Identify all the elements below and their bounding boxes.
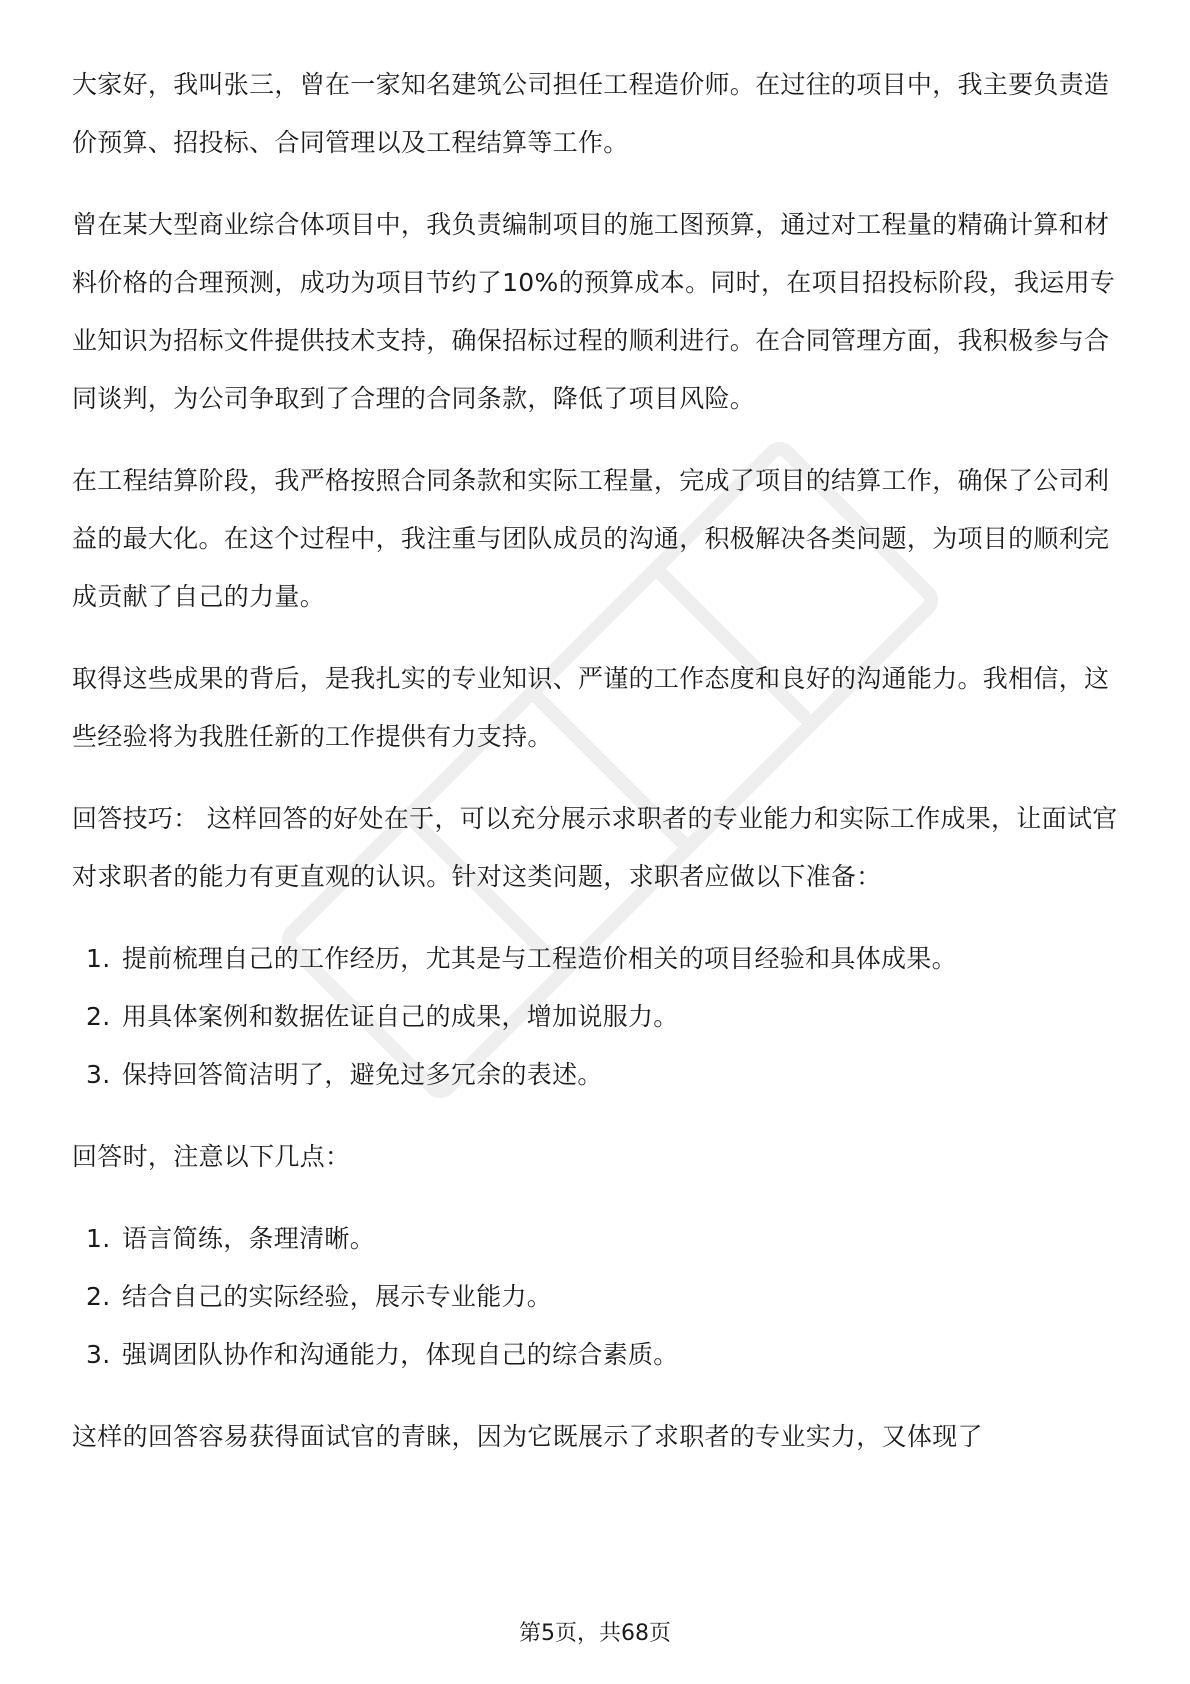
intro-paragraph: 大家好，我叫张三，曾在一家知名建筑公司担任工程造价师。在过往的项目中，我主要负责造价预算、招投标、合同管理以及工程结算等工作。 <box>72 70 1110 157</box>
list-item: 2. 用具体案例和数据佐证自己的成果，增加说服力。 <box>86 1002 679 1031</box>
list-item: 1. 提前梳理自己的工作经历，尤其是与工程造价相关的项目经验和具体成果。 <box>86 944 957 973</box>
list-item: 3. 保持回答简洁明了，避免过多冗余的表述。 <box>86 1060 603 1089</box>
list-item: 3. 强调团队协作和沟通能力，体现自己的综合素质。 <box>86 1340 679 1369</box>
closing-paragraph: 这样的回答容易获得面试官的青睐，因为它既展示了求职者的专业实力，又体现了 <box>72 1422 983 1451</box>
list-item: 1. 语言简练，条理清晰。 <box>86 1224 376 1253</box>
list-item: 2. 结合自己的实际经验，展示专业能力。 <box>86 1282 553 1311</box>
tips-paragraph: 回答技巧： 这样回答的好处在于，可以充分展示求职者的专业能力和实际工作成果，让面试官对求职者的能力有更直观的认识。针对这类问题，求职者应做以下准备： <box>72 804 1118 891</box>
notes-list <box>72 1210 1118 1384</box>
summary-paragraph: 取得这些成果的背后，是我扎实的专业知识、严谨的工作态度和良好的沟通能力。我相信，这些经验将为我胜任新的工作提供有力支持。 <box>72 664 1110 751</box>
project-paragraph: 曾在某大型商业综合体项目中，我负责编制项目的施工图预算，通过对工程量的精确计算和材料价格的合理预测，成功为项目节约了10%的预算成本。同时，在项目招投标阶段，我运用专业知识为招标文件提供技术支持，确保招标过程的顺利进行。在合同管理方面，我积极参与合同谈判，为公司争取到了合理的合同条款，降低了项目风险。 <box>72 210 1116 413</box>
page-number: 第5页，共68页 <box>519 1621 671 1646</box>
document-body <box>72 56 1118 1490</box>
notes-heading-paragraph: 回答时，注意以下几点： <box>72 1142 351 1171</box>
preparation-list <box>72 930 1118 1104</box>
settlement-paragraph: 在工程结算阶段，我严格按照合同条款和实际工程量，完成了项目的结算工作，确保了公司利益的最大化。在这个过程中，我注重与团队成员的沟通，积极解决各类问题，为项目的顺利完成贡献了自己的力量。 <box>72 466 1110 611</box>
